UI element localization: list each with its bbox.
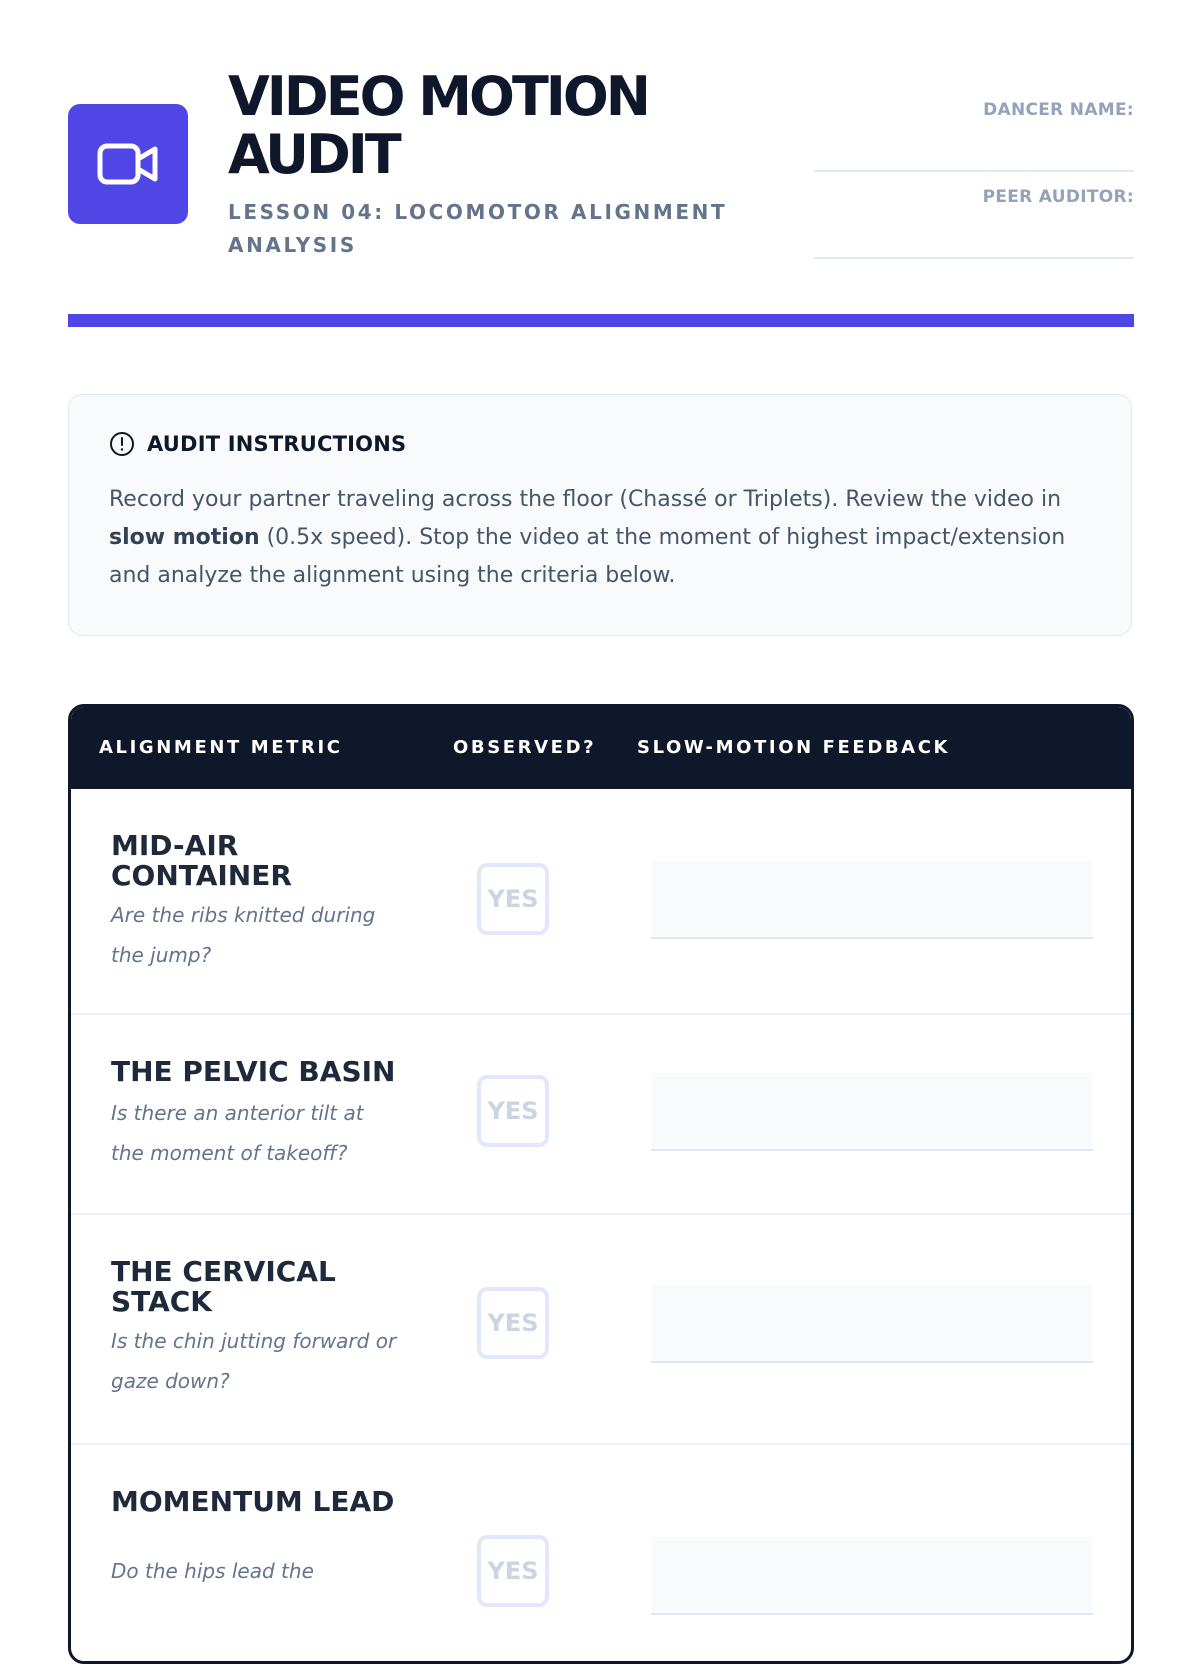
column-header-metric: ALIGNMENT METRIC xyxy=(99,737,343,758)
metric-name: MOMENTUM LEAD xyxy=(111,1485,395,1518)
observed-yes-checkbox[interactable]: YES xyxy=(477,1075,549,1147)
observed-yes-checkbox[interactable]: YES xyxy=(477,1535,549,1607)
page-subtitle: LESSON 04: LOCOMOTOR ALIGNMENT ANALYSIS xyxy=(228,200,728,257)
column-header-observed: OBSERVED? xyxy=(453,737,597,758)
instructions-text: Record your partner traveling across the floor (Chassé or Triplets). Review the video in slow motion (0.5x speed). Stop the video at the moment of highest impact/extension and analyze the alignment using the criteria below. xyxy=(109,487,1066,588)
instructions-title: AUDIT INSTRUCTIONS xyxy=(147,432,407,456)
metric-name: THE PELVIC BASIN xyxy=(111,1055,396,1088)
page-header xyxy=(68,60,1134,270)
dancer-name-line[interactable] xyxy=(814,170,1134,172)
video-camera-icon xyxy=(97,141,159,187)
feedback-input[interactable] xyxy=(651,1073,1093,1151)
header-divider xyxy=(68,314,1134,327)
table-row xyxy=(71,789,1131,1015)
table-header xyxy=(71,707,1131,789)
page-title: VIDEO MOTION AUDIT xyxy=(228,65,648,186)
info-circle-icon xyxy=(109,431,135,457)
table-row xyxy=(71,1215,1131,1445)
feedback-input[interactable] xyxy=(651,861,1093,939)
metric-name: THE CERVICAL STACK xyxy=(111,1255,336,1318)
metric-name: MID-AIR CONTAINER xyxy=(111,829,292,892)
metric-question: Do the hips lead the xyxy=(111,1559,314,1583)
feedback-input[interactable] xyxy=(651,1285,1093,1363)
metric-question: Is the chin jutting forward or gaze down? xyxy=(111,1329,397,1393)
dancer-name-label: DANCER NAME: xyxy=(983,100,1134,120)
alignment-table xyxy=(68,704,1134,1664)
dancer-name-field[interactable] xyxy=(814,100,1134,120)
peer-auditor-field[interactable] xyxy=(814,187,1134,207)
instructions-header xyxy=(109,431,406,457)
peer-auditor-label: PEER AUDITOR: xyxy=(982,187,1134,207)
feedback-input[interactable] xyxy=(651,1537,1093,1615)
logo xyxy=(68,104,188,224)
observed-yes-checkbox[interactable]: YES xyxy=(477,863,549,935)
table-row xyxy=(71,1015,1131,1215)
table-row xyxy=(71,1445,1131,1664)
metric-question: Are the ribs knitted during the jump? xyxy=(111,903,376,967)
column-header-feedback: SLOW-MOTION FEEDBACK xyxy=(637,737,951,758)
metric-question: Is there an anterior tilt at the moment of takeoff? xyxy=(111,1101,364,1165)
peer-auditor-line[interactable] xyxy=(814,257,1134,259)
observed-yes-checkbox[interactable]: YES xyxy=(477,1287,549,1359)
instructions-emphasis: slow motion xyxy=(109,525,260,550)
instructions-panel xyxy=(68,394,1132,636)
